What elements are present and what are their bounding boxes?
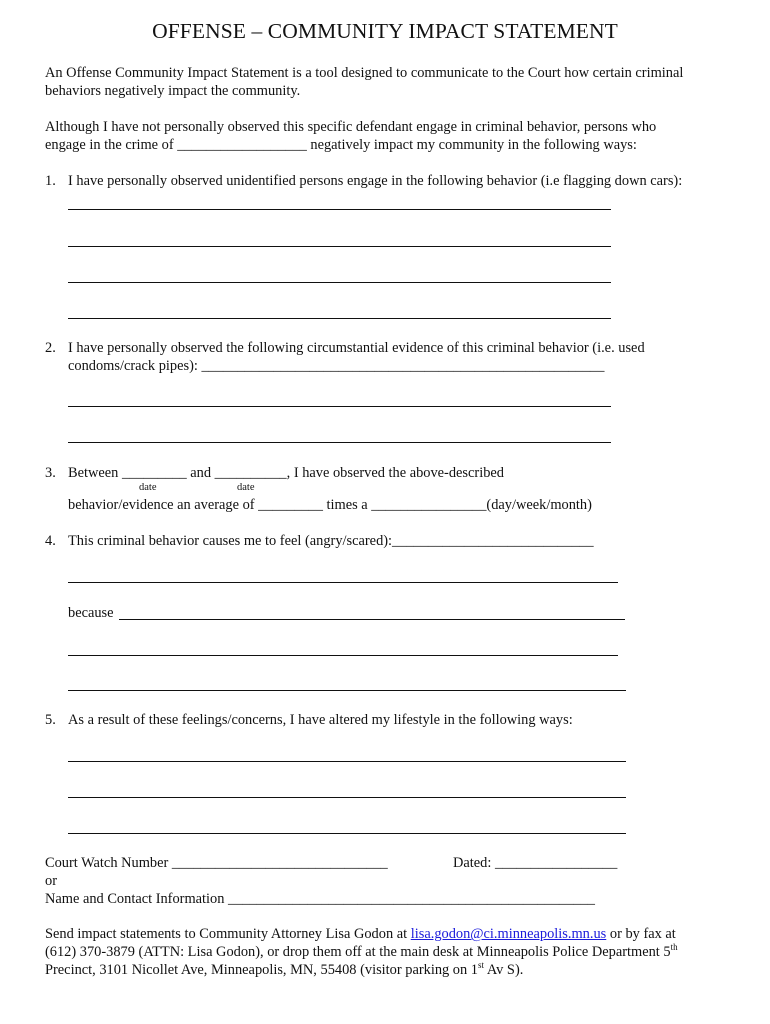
name-contact-field[interactable]: Name and Contact Information ___________________________________________________ <box>45 891 595 907</box>
dated-field[interactable]: Dated: _________________ <box>453 855 618 871</box>
q2-line-1: I have personally observed the following circumstantial evidence of this criminal behavior (i.e. used <box>68 340 645 356</box>
q2-number: 2. <box>45 340 56 356</box>
q2-answer-line-2[interactable] <box>68 442 611 443</box>
q4-answer-line-2[interactable] <box>68 655 618 656</box>
page-title: OFFENSE – COMMUNITY IMPACT STATEMENT <box>152 19 618 43</box>
q1-answer-line-1[interactable] <box>68 209 611 210</box>
q1-answer-line-4[interactable] <box>68 318 611 319</box>
footer-text-1: Send impact statements to Community Attorney Lisa Godon at <box>45 926 408 942</box>
q5-number: 5. <box>45 712 56 728</box>
footer-text-2: or by fax at <box>609 926 676 942</box>
q4-text: This criminal behavior causes me to feel (angry/scared):____________________________ <box>68 533 594 549</box>
q3-line-2: behavior/evidence an average of _________ times a ________________(day/week/month) <box>68 497 592 513</box>
q1-answer-line-3[interactable] <box>68 282 611 283</box>
q4-because-label: because <box>68 605 114 621</box>
preface-line-2: engage in the crime of __________________ negatively impact my community in the following ways: <box>45 137 637 153</box>
q3-date-label-2: date <box>237 482 255 493</box>
or-label: or <box>45 873 57 889</box>
preface-line-1: Although I have not personally observed this specific defendant engage in criminal behavior, persons who <box>45 119 657 135</box>
q3-line-1: Between _________ and __________, I have observed the above-described <box>68 465 504 481</box>
superscript-st: st <box>478 960 485 971</box>
q2-line-2: condoms/crack pipes): ________________________________________________________ <box>68 358 605 374</box>
q5-answer-line-2[interactable] <box>68 797 626 798</box>
q4-because-line[interactable] <box>119 619 625 620</box>
q5-answer-line-3[interactable] <box>68 833 626 834</box>
q2-answer-line-1[interactable] <box>68 406 611 407</box>
footer-line-2 <box>45 944 678 961</box>
q3-number: 3. <box>45 465 56 481</box>
q1-number: 1. <box>45 173 56 189</box>
superscript-th: th <box>670 942 678 953</box>
footer-text-4: Precinct, 3101 Nicollet Ave, Minneapolis, MN, 55408 (visitor parking on 1 <box>45 962 478 978</box>
q1-text: I have personally observed unidentified persons engage in the following behavior (i.e flagging down cars): <box>68 173 683 189</box>
intro-line-1: An Offense Community Impact Statement is a tool designed to communicate to the Court how certain criminal <box>45 65 684 81</box>
q4-number: 4. <box>45 533 56 549</box>
intro-line-2: behaviors negatively impact the community. <box>45 83 301 99</box>
footer-text-3: (612) 370-3879 (ATTN: Lisa Godon), or drop them off at the main desk at Minneapolis Police Department 5 <box>45 944 671 960</box>
q4-answer-line-3[interactable] <box>68 690 626 691</box>
footer-text-5: Av S). <box>484 962 524 978</box>
q5-answer-line-1[interactable] <box>68 761 626 762</box>
q3-date-label-1: date <box>139 482 157 493</box>
q1-answer-line-2[interactable] <box>68 246 611 247</box>
footer-line-3 <box>45 962 523 979</box>
court-watch-number-field[interactable]: Court Watch Number ______________________________ <box>45 855 388 871</box>
footer-line-1 <box>45 926 676 943</box>
email-link[interactable]: lisa.godon@ci.minneapolis.mn.us <box>410 926 607 942</box>
q5-text: As a result of these feelings/concerns, I have altered my lifestyle in the following ways: <box>68 712 573 728</box>
q4-answer-line-1[interactable] <box>68 582 618 583</box>
